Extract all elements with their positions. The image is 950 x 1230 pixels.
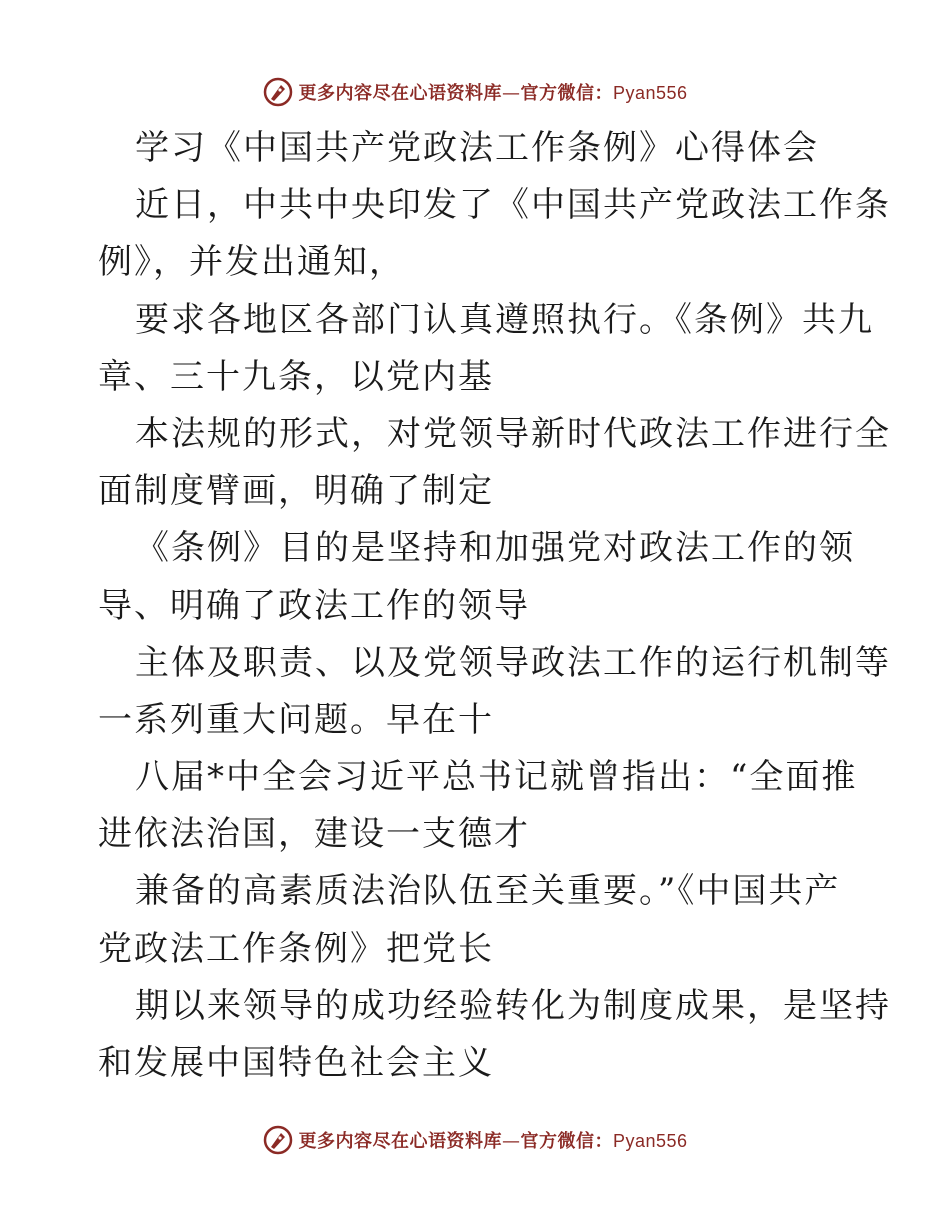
text-line: 主体及职责、以及党领导政法工作的运行机制等	[135, 642, 891, 683]
watermark-text: 更多内容尽在心语资料库—官方微信：Pyan556	[298, 83, 688, 104]
text-line: 进依法治国，建设一支德才	[98, 814, 530, 855]
text-line: 近日，中共中央印发了《中国共产党政法工作条	[135, 185, 891, 226]
document-body	[98, 120, 891, 1092]
document-title: 学习《中国共产党政法工作条例》心得体会	[135, 128, 819, 168]
text-line: 《条例》目的是坚持和加强党对政法工作的领	[135, 528, 855, 569]
text-line: 章、三十九条，以党内基	[98, 356, 494, 397]
text-line: 面制度臂画，明确了制定	[98, 471, 494, 512]
pen-nib-logo-icon	[262, 76, 294, 108]
text-line: 党政法工作条例》把党长	[98, 928, 494, 969]
text-line: 兼备的高素质法治队伍至关重要。”《中国共产	[135, 871, 841, 912]
pen-nib-logo-icon	[262, 1124, 294, 1156]
text-line: 例》，并发出通知，	[98, 242, 405, 283]
text-line: 导、明确了政法工作的领导	[98, 585, 530, 626]
text-line: 八届*中全会习近平总书记就曾指出：“全面推	[135, 757, 858, 798]
footer-watermark	[0, 1120, 950, 1160]
text-line: 一系列重大问题。早在十	[98, 699, 494, 740]
text-line: 要求各地区各部门认真遵照执行。《条例》共九	[135, 299, 874, 340]
text-line: 本法规的形式，对党领导新时代政法工作进行全	[135, 413, 891, 454]
text-line: 期以来领导的成功经验转化为制度成果，是坚持	[135, 985, 891, 1026]
watermark-text: 更多内容尽在心语资料库—官方微信：Pyan556	[298, 1131, 688, 1152]
header-watermark	[0, 72, 950, 112]
text-line: 和发展中国特色社会主义	[98, 1043, 494, 1083]
